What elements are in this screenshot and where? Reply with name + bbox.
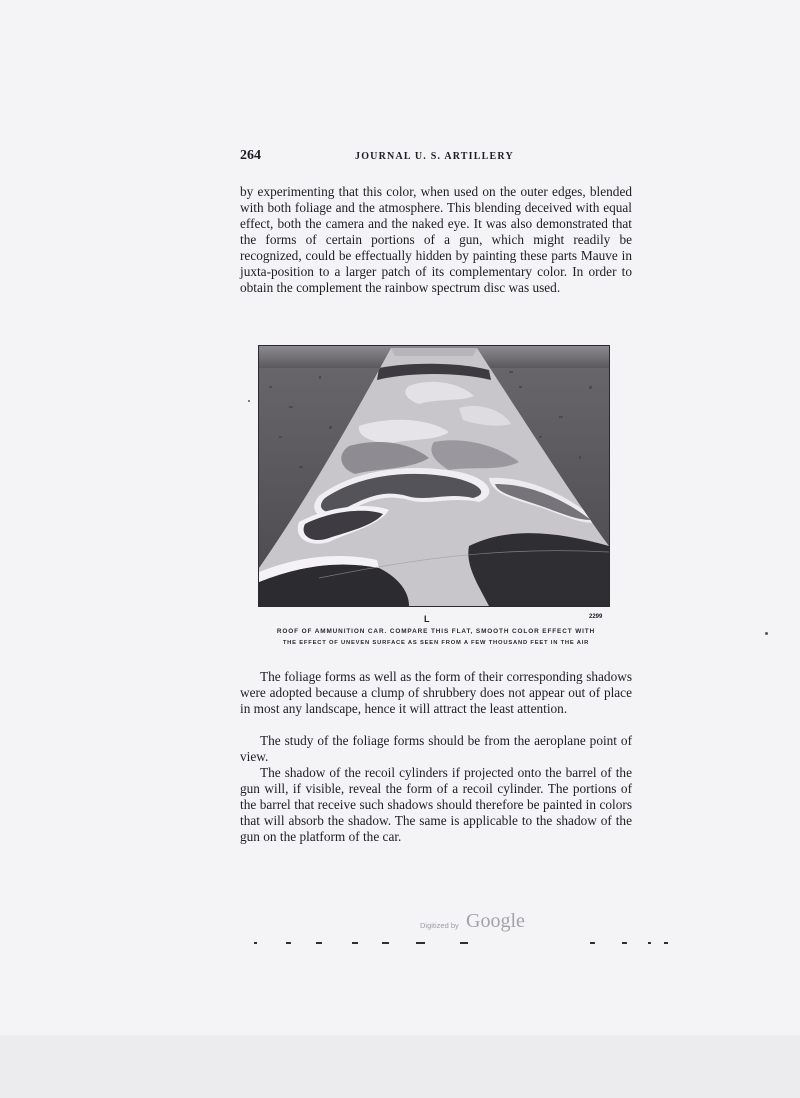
watermark-prefix: Digitized by — [420, 921, 459, 930]
scan-speck — [248, 400, 250, 402]
body-paragraph-2: The foliage forms as well as the form of their corresponding shadows were adopted because a clump of shrubbery does not appear out of place in most any landscape, hence it will attract the least attention. — [240, 669, 632, 716]
body-paragraph-1: by experimenting that this color, when used on the outer edges, blended with both foliage and the atmosphere. This blending deceived with equal effect, both the camera and the naked eye. It was also demonstrated that the forms of certain portions of a gun, which might readily be recognized, could be effectually hidden by painting these parts Mauve in juxta-position to a larger patch of its complementary color. In order to obtain the complement the rainbow spectrum disc was used. — [240, 184, 632, 295]
watermark-brand: Google — [466, 910, 525, 932]
page-number: 264 — [240, 148, 261, 163]
figure-plate-number: 2299 — [589, 614, 603, 620]
body-paragraph-4: The shadow of the recoil cylinders if projected onto the barrel of the gun will, if visible, reveal the form of a recoil cylinder. The portions of the barrel that receive such shadows should therefore be painted in colors that will absorb the shadow. The same is applicable to the shadow of the gun on the platform of the car. — [240, 765, 632, 844]
figure-letter: L — [424, 614, 430, 624]
page-header — [240, 148, 632, 166]
ammunition-car-roof-photo — [259, 346, 609, 606]
body-paragraph-3: The study of the foliage forms should be from the aeroplane point of view. — [240, 733, 632, 764]
figure-caption-line-1: ROOF OF AMMUNITION CAR. COMPARE THIS FLAT, SMOOTH COLOR EFFECT WITH — [276, 628, 596, 635]
scan-bottom-strip — [0, 1035, 800, 1098]
figure-photograph — [258, 345, 610, 607]
figure-caption-line-2: THE EFFECT OF UNEVEN SURFACE AS SEEN FROM A FEW THOUSAND FEET IN THE AIR — [282, 640, 590, 646]
running-title: JOURNAL U. S. ARTILLERY — [355, 151, 514, 162]
scan-edge-marks — [250, 942, 680, 946]
scan-speck — [765, 632, 768, 635]
